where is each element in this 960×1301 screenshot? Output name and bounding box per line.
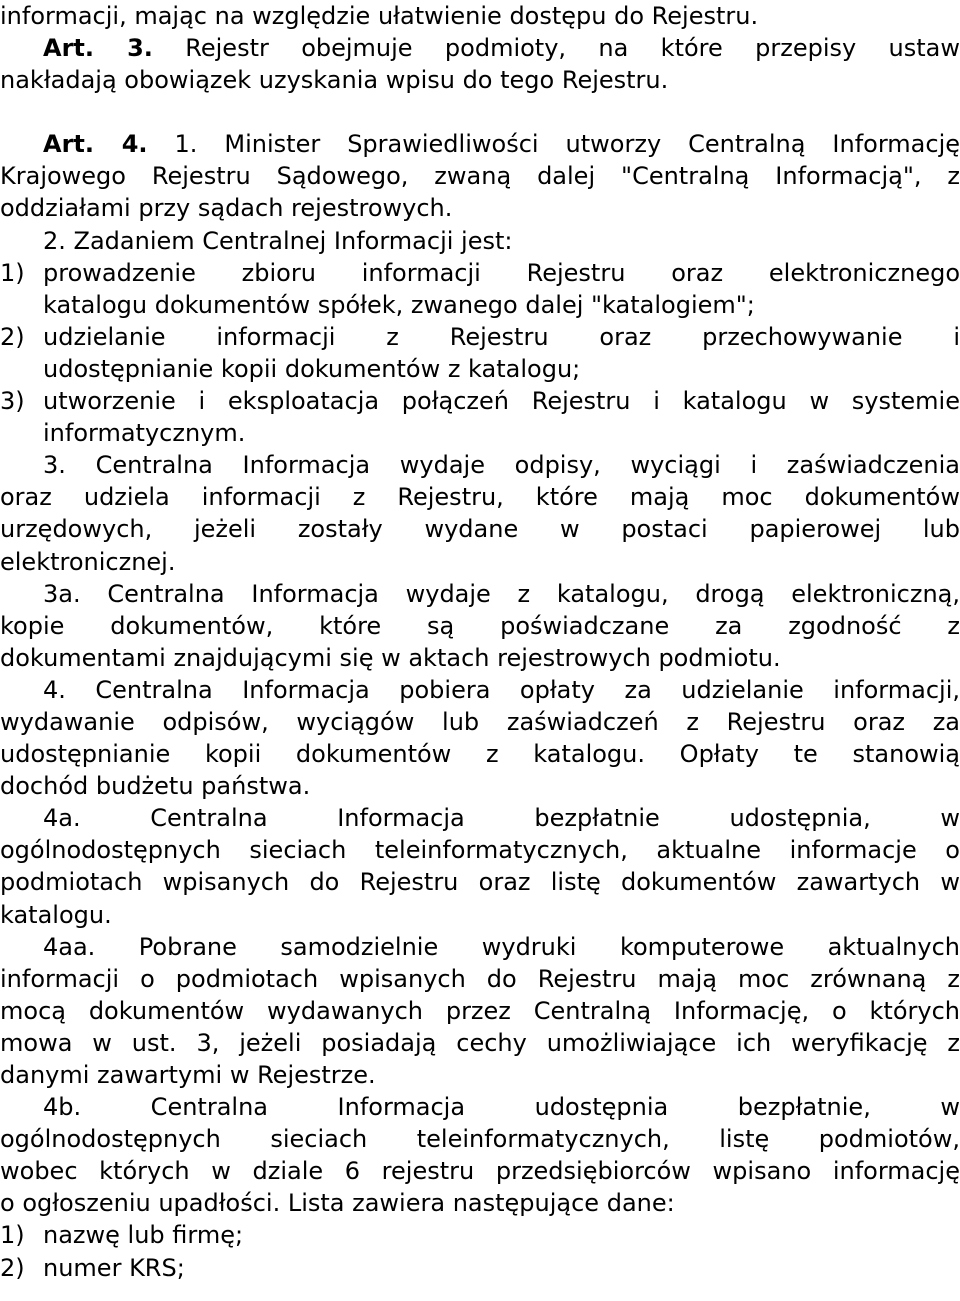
list-item-number: 2) xyxy=(0,1253,25,1282)
section-4-line-4: dochód budżetu państwa. xyxy=(0,772,311,801)
section-4a-line-1: 4a. Centralna Informacja bezpłatnie udostępnia, w xyxy=(43,804,960,833)
article-3 xyxy=(0,32,960,64)
article-4-line-3: oddziałami przy sądach rejestrowych. xyxy=(0,194,453,223)
article-4-line-1: Art. 4. 1. Minister Sprawiedliwości utworzy Centralną Informację xyxy=(43,130,960,159)
section-3a-line-3: dokumentami znajdującymi się w aktach rejestrowych podmiotu. xyxy=(0,643,781,672)
section-4a-line-4: katalogu. xyxy=(0,900,112,929)
list-item-line: udostępnianie kopii dokumentów z katalogu; xyxy=(43,354,581,383)
list-item-line: utworzenie i eksploatacja połączeń Rejestru i katalogu w systemie xyxy=(43,387,960,416)
article-3-label: Art. 3. xyxy=(43,34,153,63)
list-item-number: 1) xyxy=(0,1221,25,1250)
list-item-number: 2) xyxy=(0,322,25,351)
section-3a-line-1: 3a. Centralna Informacja wydaje z katalogu, drogą elektroniczną, xyxy=(43,579,960,608)
section-3-line-3: urzędowych, jeżeli zostały wydane w postaci papierowej lub xyxy=(0,515,960,544)
section-4b-line-2: ogólnodostępnych sieciach teleinformatycznych, listę podmiotów, xyxy=(0,1125,960,1154)
section-4-line-1: 4. Centralna Informacja pobiera opłaty za udzielanie informacji, xyxy=(43,675,960,704)
list-item-number: 3) xyxy=(0,387,25,416)
list-item xyxy=(0,1219,960,1251)
list-item-number: 1) xyxy=(0,258,25,287)
section-3-line-4: elektronicznej. xyxy=(0,547,176,576)
section-3a-line-2: kopie dokumentów, które są poświadczane za zgodność z xyxy=(0,611,960,640)
section-4a-line-2: ogólnodostępnych sieciach teleinformatycznych, aktualne informacje o xyxy=(0,836,960,865)
section-4aa-line-4: mowa w ust. 3, jeżeli posiadają cechy umożliwiające ich weryfikację z xyxy=(0,1028,960,1057)
section-4a-line-3: podmiotach wpisanych do Rejestru oraz listę dokumentów zawartych w xyxy=(0,868,960,897)
section-4b-line-3: wobec których w dziale 6 rejestru przedsiębiorców wpisano informację xyxy=(0,1157,960,1186)
list-item-line: nazwę lub firmę; xyxy=(43,1221,244,1250)
section-3-line-2: oraz udziela informacji z Rejestru, które mają moc dokumentów xyxy=(0,483,960,512)
section-4-line-2: wydawanie odpisów, wyciągów lub zaświadczeń z Rejestru oraz za xyxy=(0,707,960,736)
section-4-line-3: udostępnianie kopii dokumentów z katalogu. Opłaty te stanowią xyxy=(0,740,960,769)
article-4 xyxy=(0,128,960,160)
article-3-line-2: nakładają obowiązek uzyskania wpisu do tego Rejestru. xyxy=(0,66,669,95)
section-4aa-line-3: mocą dokumentów wydawanych przez Centralną Informację, o których xyxy=(0,996,960,1025)
section-4b-line-1: 4b. Centralna Informacja udostępnia bezpłatnie, w xyxy=(43,1093,960,1122)
section-4aa-line-5: danymi zawartymi w Rejestrze. xyxy=(0,1061,376,1089)
list-item-line: numer KRS; xyxy=(43,1253,185,1282)
list-item xyxy=(0,385,960,449)
list-item-line: katalogu dokumentów spółek, zwanego dalej "katalogiem"; xyxy=(43,290,755,319)
list-item-line: informatycznym. xyxy=(43,419,246,448)
list-item xyxy=(0,321,960,385)
section-4aa-line-1: 4aa. Pobrane samodzielnie wydruki komputerowe aktualnych xyxy=(43,932,960,961)
section-2-line-1: 2. Zadaniem Centralnej Informacji jest: xyxy=(43,226,513,255)
article-4-line-2: Krajowego Rejestru Sądowego, zwaną dalej "Centralną Informacją", z xyxy=(0,162,960,191)
list-item xyxy=(0,1252,960,1284)
section-4aa-line-2: informacji o podmiotach wpisanych do Rejestru mają moc zrównaną z xyxy=(0,964,960,993)
text-line: informacji, mając na względzie ułatwienie dostępu do Rejestru. xyxy=(0,2,759,30)
section-3-line-1: 3. Centralna Informacja wydaje odpisy, wyciągi i zaświadczenia xyxy=(43,451,960,480)
section-4b-line-4: o ogłoszeniu upadłości. Lista zawiera następujące dane: xyxy=(0,1189,675,1218)
article-3-line-1: Art. 3. Rejestr obejmuje podmioty, na które przepisy ustaw xyxy=(43,34,960,63)
list-item xyxy=(0,257,960,321)
article-4-label: Art. 4. xyxy=(43,130,148,159)
list-item-line: udzielanie informacji z Rejestru oraz przechowywanie i xyxy=(43,322,960,351)
spacer xyxy=(0,96,960,128)
list-item-line: prowadzenie zbioru informacji Rejestru oraz elektronicznego xyxy=(43,258,960,287)
